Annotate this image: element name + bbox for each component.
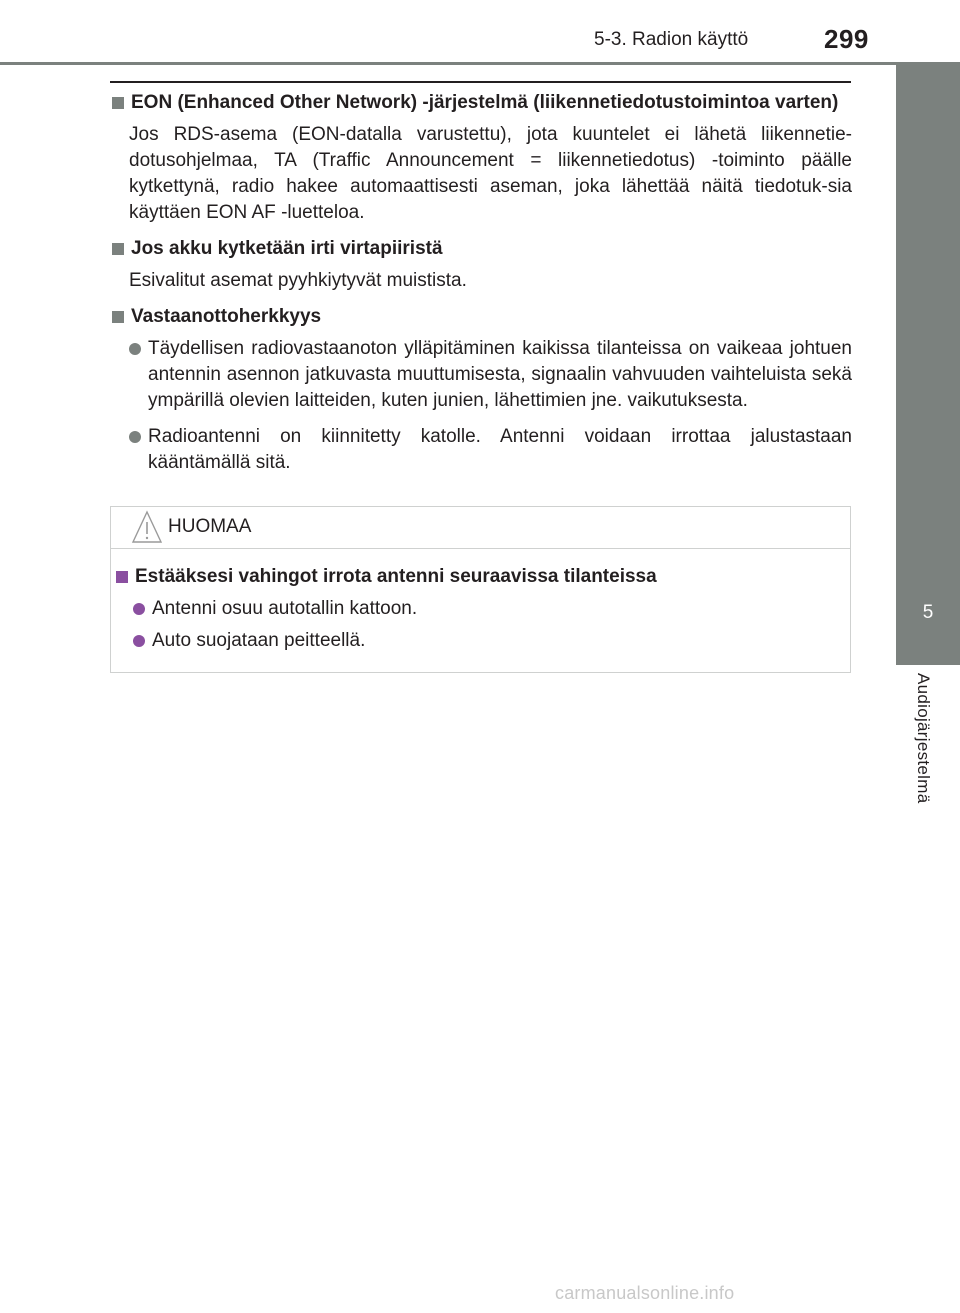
notice-heading-text: Estääksesi vahingot irrota antenni seuraavissa tilanteissa (135, 566, 657, 587)
square-bullet-icon (112, 97, 124, 109)
square-bullet-icon (112, 243, 124, 255)
list-item-text: Täydellisen radiovastaanoton ylläpitäminen kaikissa tilanteissa on vaikeaa johtuen antennin asennon jatkuvasta muuttumisesta, signaalin vahvuuden vaihteluista sekä ympärillä olevien laitteiden, kuten junien, lähettimien jne. vaikutuksesta. (148, 338, 852, 411)
list-item-text: Auto suojataan peitteellä. (152, 630, 366, 651)
chapter-label: Audiojärjestelmä (914, 673, 933, 804)
round-bullet-icon (129, 431, 141, 443)
main-content (110, 90, 852, 486)
square-bullet-icon (112, 311, 124, 323)
round-bullet-icon (133, 635, 145, 647)
section-paragraph: Jos RDS-asema (EON-datalla varustettu), jota kuuntelet ei lähetä liikennetie-dotusohjelmaa, TA (Traffic Announcement = liikennetiedotus) -toiminto päälle kytkettynä, radio hakee automaattisesti aseman, joka lähettää näitä tiedotuk-sia käyttäen EON AF -luetteloa. (129, 124, 852, 223)
watermark: carmanualsonline.info (555, 1283, 735, 1303)
list-item (129, 424, 852, 476)
page-header (0, 0, 960, 60)
list-item (129, 336, 852, 414)
notice-heading (116, 564, 850, 590)
section-heading-battery (110, 236, 852, 262)
warning-triangle-icon (131, 510, 163, 544)
list-item (133, 596, 850, 622)
section-heading-text: Jos akku kytketään irti virtapiiristä (131, 238, 443, 259)
round-bullet-icon (133, 603, 145, 615)
notice-box (110, 506, 851, 673)
notice-title: HUOMAA (168, 516, 252, 537)
notice-header (111, 507, 850, 549)
round-bullet-icon (129, 343, 141, 355)
list-item-text: Radioantenni on kiinnitetty katolle. Antenni voidaan irrottaa jalustastaan kääntämällä sitä. (148, 426, 852, 473)
section-heading-text: EON (Enhanced Other Network) -järjestelmä (liikennetiedotustoimintoa varten) (131, 92, 839, 113)
chapter-tab (896, 65, 960, 665)
section-heading-text: Vastaanottoherkkyys (131, 306, 322, 327)
header-rule (0, 62, 960, 65)
list-item (133, 628, 850, 654)
list-item-text: Antenni osuu autotallin kattoon. (152, 598, 418, 619)
content-top-rule (110, 81, 851, 83)
section-paragraph: Esivalitut asemat pyyhkiytyvät muistista. (129, 270, 467, 291)
page-number: 299 (824, 24, 869, 54)
section-heading-reception (110, 304, 852, 330)
square-bullet-icon (116, 571, 128, 583)
section-heading-eon (110, 90, 852, 116)
header-section-title: 5-3. Radion käyttö (594, 29, 749, 50)
notice-body (111, 549, 850, 654)
chapter-number: 5 (922, 602, 934, 623)
